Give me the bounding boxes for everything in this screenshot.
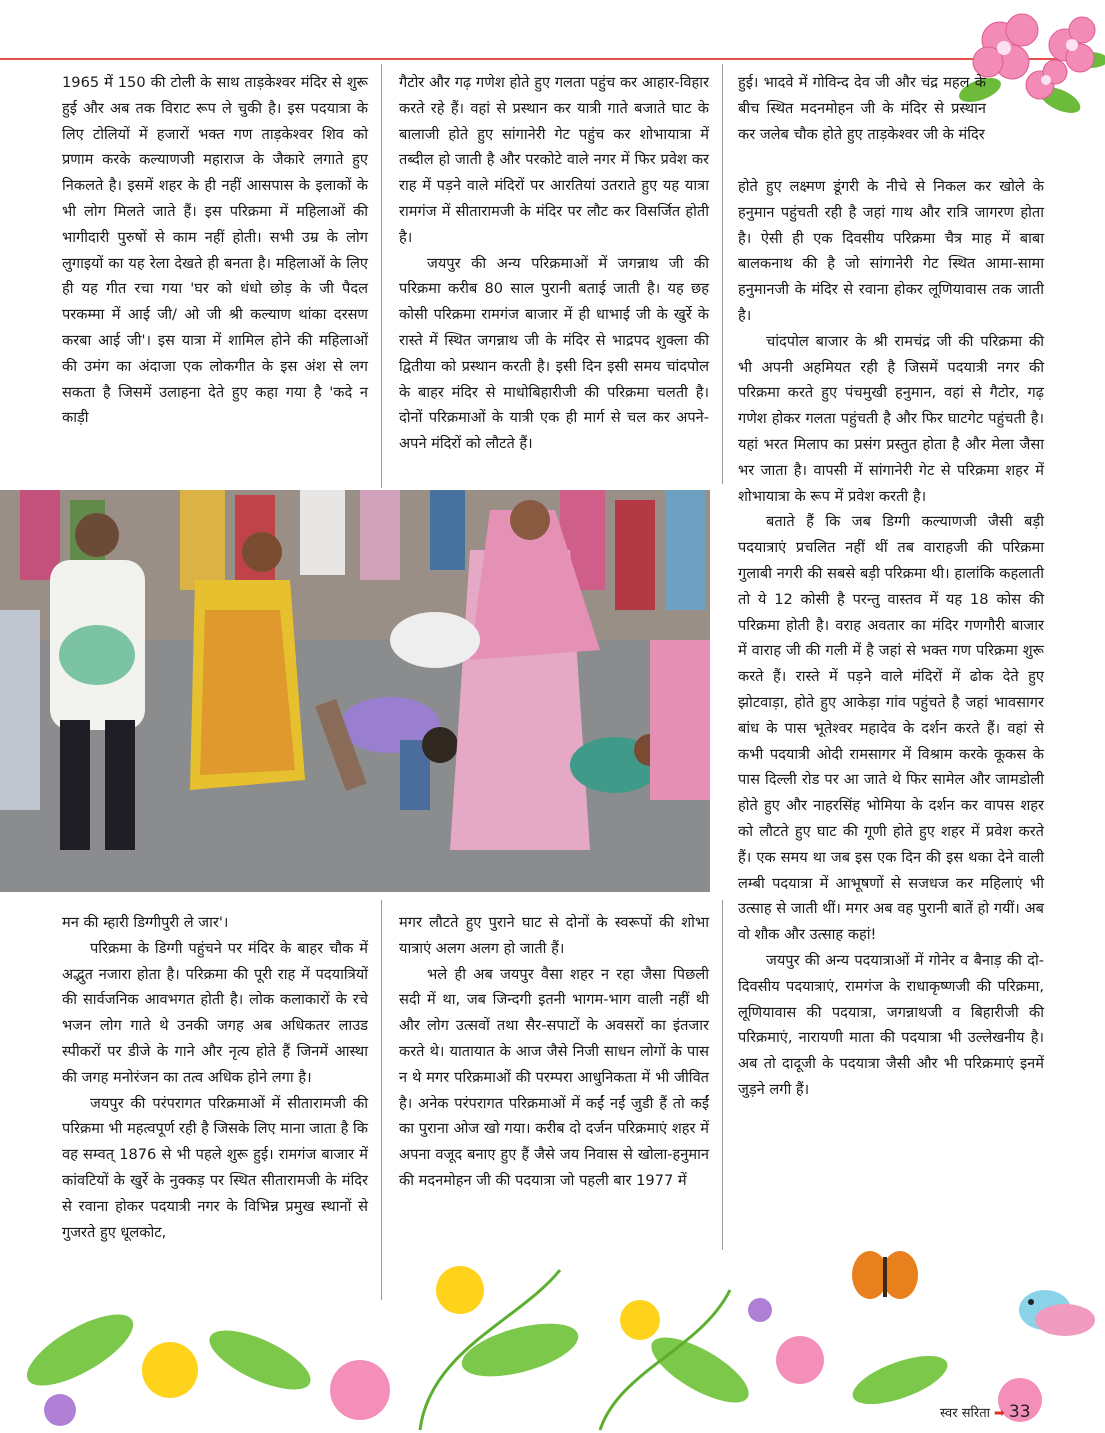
column-3-main bbox=[738, 174, 1044, 1103]
paragraph: बताते हैं कि जब डिग्गी कल्याणजी जैसी बड़ी पदयात्राएं प्रचलित नहीं थीं तब वाराहजी की परिक्रमा गुलाबी नगरी की सबसे बड़ी परिक्रमा थी। हालांकि कहलाती तो ये 12 कोसी है परन्तु वास्तव में यह 18 कोस की परिक्रमा होती है। वराह अवतार का मंदिर गणगौरी बाजार में वाराह जी की गली में है जहां से भक्त गण परिक्रमा शुरू करते हैं। रास्ते में पड़ने वाले मंदिरों में ढोक देते हुए झोटवाड़ा, होते हुए आकेड़ा गांव पहुंचते है जहां भावसागर बांध के पास भूतेश्वर महादेव के दर्शन करते हैं। वहां से कभी पदयात्री ओदी रामसागर में विश्राम करके कूकस के पास दिल्ली रोड पर आ जाते थे फिर सामेल और जामडोली होते हुए और नाहरसिंह भोमिया के दर्शन कर वापस शहर को लौटते हुए घाट की गूणी होते हुए शहर में प्रवेश करते हैं। एक समय था जब इस एक दिन की इस थका देने वाली लम्बी पदयात्रा में आभूषणों से सजधज कर महिलाएं भी उत्साह से जाती थीं। मगर अब वह पुरानी बातें हो गयीं। अब वो शौक और उत्साह कहां! bbox=[738, 513, 1044, 944]
column-1-top bbox=[62, 70, 368, 431]
column-divider bbox=[722, 900, 723, 1250]
paragraph: हुई। भादवे में गोविन्द देव जी और चंद्र महल के बीच स्थित मदनमोहन जी के मंदिर से प्रस्थान कर जलेब चौक होते हुए ताड़केश्वर जी के मंदिर bbox=[738, 74, 986, 143]
paragraph: होते हुए लक्ष्मण डूंगरी के नीचे से निकल कर खोले के हनुमान पहुंचती रही है जहां गाथ और रात्रि जागरण होता है। ऐसी ही एक दिवसीय परिक्रमा चैत्र माह में बाबा बालकनाथ की है जो सांगानेरी गेट स्थित आमा-सामा हनुमानजी के मंदिर से रवाना होकर लूणियावास तक जाती है। bbox=[738, 178, 1044, 324]
paragraph: मन की म्हारी डिग्गीपुरी ले जार'। bbox=[62, 914, 229, 931]
photo-illustration bbox=[0, 490, 710, 892]
paragraph: चांदपोल बाजार के श्री रामचंद्र जी की परिक्रमा की भी अपनी अहमियत रही है जिसमें पदयात्री नगर की परिक्रमा करते हुए पंचमुखी हनुमान, वहां से गैटोर, गढ़ गणेश होकर गलता पहुंचती है और फिर घाटगेट पहुंचती है। यहां भरत मिलाप का प्रसंग प्रस्तुत होता है और मेला जैसा भर जाता है। वापसी में सांगानेरी गेट से परिक्रमा शहर में शोभायात्रा के रूप में प्रवेश करती है। bbox=[738, 332, 1044, 505]
column-3-top bbox=[738, 70, 986, 147]
column-2-bottom bbox=[399, 910, 709, 1194]
paragraph: परिक्रमा के डिग्गी पहुंचने पर मंदिर के बाहर चौक में अद्भुत नजारा होता है। परिक्रमा की पूरी राह में पदयात्रियों की सार्वजनिक आवभगत होती है। लोक कलाकारों के रचे भजन लोग गाते थे उनकी जगह अब अधिकतर लाउड स्पीकरों पर डीजे के गाने और नृत्य होते हैं जिनमें आस्था की जगह मनोरंजन का तत्व अधिक होने लगा है। bbox=[62, 939, 368, 1086]
column-divider bbox=[381, 64, 382, 488]
paragraph: मगर लौटते हुए पुराने घाट से दोनों के स्वरूपों की शोभा यात्राएं अलग अलग हो जाती हैं। bbox=[399, 914, 709, 957]
paragraph: 1965 में 150 की टोली के साथ ताड़केश्वर मंदिर से शुरू हुई और अब तक विराट रूप ले चुकी है। इस पदयात्रा के लिए टोलियों में हजारों भक्त गण ताड़केश्वर शिव को प्रणाम करके कल्याणजी महाराज के जैकारे लगाते हुए निकलते है। इसमें शहर के ही नहीं आसपास के इलाकों के भी लोग मिलते जाते हैं। इस परिक्रमा में महिलाओं की भागीदारी पुरुषों से काम नहीं होती। सभी उम्र के लोग लुगाइयों का यह रेला देखते ही बनता है। महिलाओं के लिए ही यह गीत रचा गया 'घर को धंधो छोड़ के जी पैदल परकम्मा में आई जी/ ओ जी श्री कल्याण थांका दरसण करबा आई जी'। इस यात्रा में शामिल होने की महिलाओं की उमंग का अंदाजा एक लोकगीत के इस अंश से लग सकता है जिसमें उलाहना देते हुए कहा गया है 'कदे न काड़ी bbox=[62, 74, 368, 427]
column-2-top bbox=[399, 70, 709, 457]
procession-photo bbox=[0, 490, 710, 892]
paragraph: भले ही अब जयपुर वैसा शहर न रहा जैसा पिछली सदी में था, जब जिन्दगी इतनी भागम-भाग वाली नहीं थी और लोग उत्सवों तथा सैर-सपाटों के अवसरों का इंतजार करते थे। यातायात के आज जैसे निजी साधन लोगों के पास न थे मगर परिक्रमाओं की परम्परा आधुनिकता में भी जीवित है। अनेक परंपरागत परिक्रमाओं में कईं नईं जुडी हैं तो कईं का पुराना ओज खो गया। करीब दो दर्जन परिक्रमाएं शहर में अपना वजूद बनाए हुए हैं जैसे जय निवास से खोला-हनुमान की मदनमोहन जी की पदयात्रा जो पहली बार 1977 में bbox=[399, 965, 709, 1189]
arrow-icon: ➡ bbox=[993, 1406, 1005, 1421]
paragraph: गैटोर और गढ़ गणेश होते हुए गलता पहुंच कर आहार-विहार करते रहे हैं। वहां से प्रस्थान कर यात्री गाते बजाते घाट के बालाजी होते हुए सांगानेरी गेट पहुंच कर शोभायात्रा में तब्दील हो जाती है और परकोटे वाले नगर में फिर प्रवेश कर राह में पड़ने वाले मंदिरों पर आरतियां उतराते हुए यह यात्रा रामगंज में सीतारामजी के मंदिर पर लौट कर विसर्जित होती है। bbox=[399, 74, 709, 246]
page-footer bbox=[940, 1402, 1031, 1422]
paragraph: जयपुर की परंपरागत परिक्रमाओं में सीतारामजी की परिक्रमा भी महत्वपूर्ण रही है जिसके लिए माना जाता है कि वह सम्वत् 1876 से भी पहले शुरू हुई। रामगंज बाजार में कांवटियों के खुर्रे के नुक्कड़ पर स्थित सीतारामजी के मंदिर से रवाना होकर पदयात्री नगर के विभिन्न प्रमुख स्थानों से गुजरते हुए धूलकोट, bbox=[62, 1094, 368, 1241]
paragraph: जयपुर की अन्य परिक्रमाओं में जगन्नाथ जी की परिक्रमा करीब 80 साल पुरानी बताई जाती है। यह छह कोसी परिक्रमा रामगंज बाजार में ही धाभाई जी के खुर्रे के रास्ते में स्थित जगन्नाथ जी के मंदिर से भाद्रपद शुक्ला की द्वितीया को प्रस्थान करती है। इसी दिन इसी समय चांदपोल के बाहर मंदिर से माधोबिहारीजी की परिक्रमा चलती है। दोनों परिक्रमाओं के यात्री एक ही मार्ग से चल कर अपने-अपने मंदिरों को लौटते हैं। bbox=[399, 254, 709, 453]
column-1-bottom bbox=[62, 910, 368, 1245]
paragraph: जयपुर की अन्य पदयात्राओं में गोनेर व बैनाड़ की दो-दिवसीय पदयात्राएं, रामगंज के राधाकृष्णजी की परिक्रमा, लूणियावास की पदयात्रा, जगन्नाथजी व बिहारीजी की परिक्रमाएं, नारायणी माता की पदयात्रा भी उल्लेखनीय है। अब तो दादूजी के पदयात्रा जैसी और भी परिक्रमाएं इनमें जुड़ने लगी हैं। bbox=[738, 951, 1044, 1098]
column-divider bbox=[722, 64, 723, 484]
page-number: 33 bbox=[1008, 1402, 1031, 1422]
magazine-name: स्वर सरिता bbox=[940, 1406, 990, 1421]
